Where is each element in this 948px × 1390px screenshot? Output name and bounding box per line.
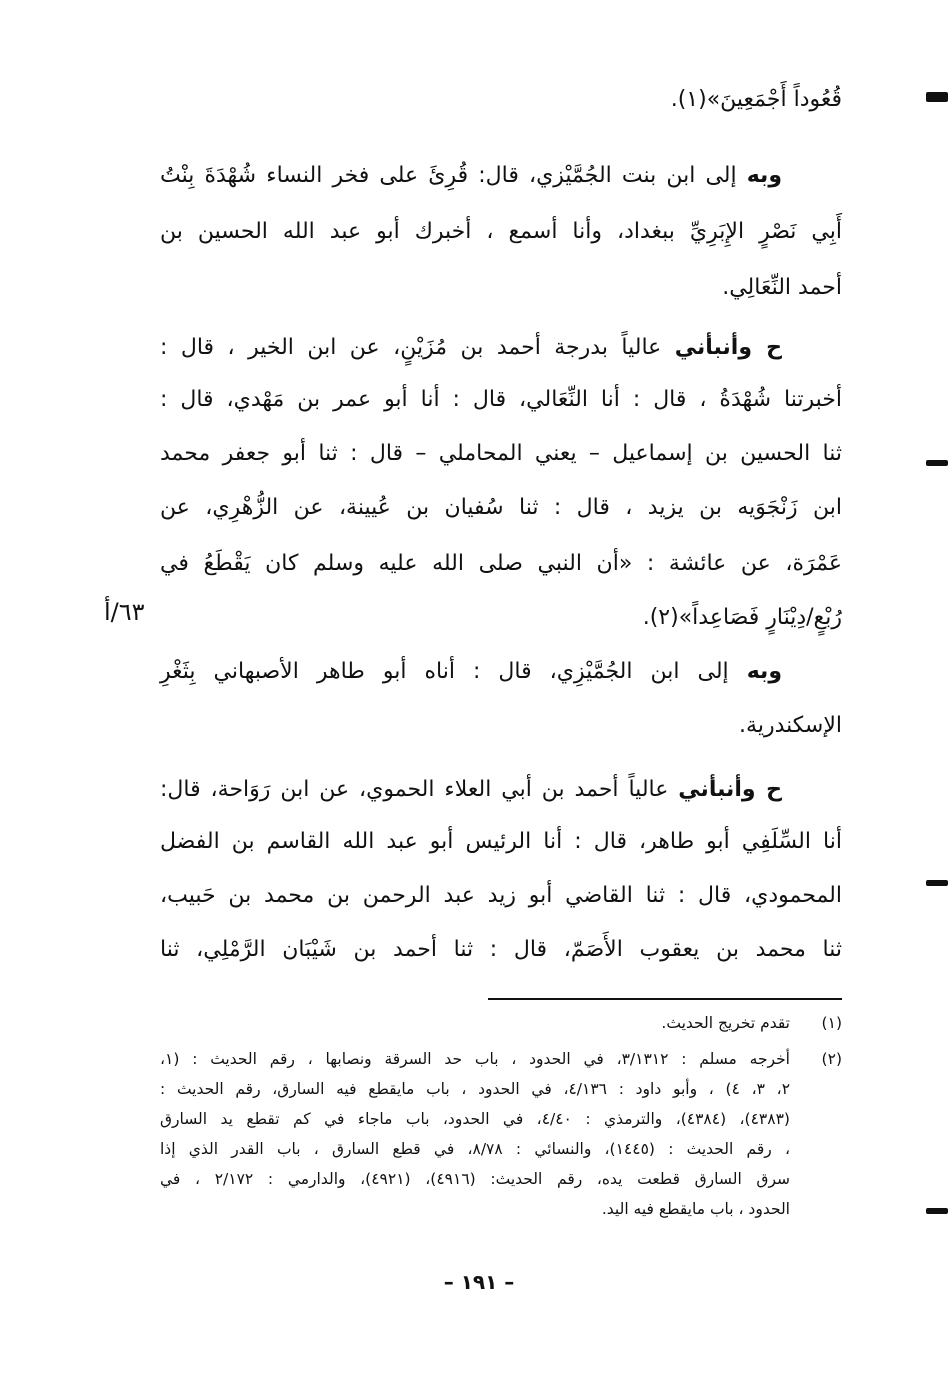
text-line: عَمْرَة، عن عائشة : «أن النبي صلى الله عليه وسلم كان يَقْطَعُ في <box>160 551 842 576</box>
footnote-line: ، رقم الحديث : (١٤٤٥)، والنسائي : ٨/٧٨، في قطع السارق ، باب القدر الذي إذا <box>160 1140 790 1158</box>
text-line: قُعُوداً أَجْمَعِينَ»(١). <box>670 87 842 112</box>
paragraph-lead: ح وأنبأني <box>678 777 782 802</box>
text-line: ثنا الحسين بن إسماعيل – يعني المحاملي – قال : ثنا أبو جعفر محمد <box>160 441 842 466</box>
scan-edge-mark <box>926 92 948 102</box>
footnote-line: الحدود ، باب مايقطع فيه اليد. <box>601 1200 790 1218</box>
text-line: أحمد النِّعَالِي. <box>722 275 842 300</box>
text-line <box>160 652 842 692</box>
text-line: أَبِي نَصْرٍ الإِبَرِيِّ ببغداد، وأنا أسمع ، أخبرك أبو عبد الله الحسين بن <box>160 219 842 244</box>
footnote-2 <box>160 1044 842 1234</box>
paragraph-lead: وبه <box>746 659 782 684</box>
paragraph-1 <box>160 80 842 120</box>
text-line-content: إلى ابن بنت الجُمَّيْزي، قال: قُرِئَ على فخر النساء شُهْدَةَ بِنْتُ <box>160 163 737 188</box>
text-line: أنا السِّلَفِي أبو طاهر، قال : أنا الرئيس أبو عبد الله القاسم بن الفضل <box>160 829 842 854</box>
text-line: أخبرتنا شُهْدَةُ ، قال : أنا النِّعَالي، قال : أنا أبو عمر بن مَهْدي، قال : <box>160 387 842 412</box>
text-line <box>160 328 842 368</box>
paragraph-5 <box>160 770 842 970</box>
text-line <box>160 156 842 196</box>
text-line: ابن زَنْجَوَيه بن يزيد ، قال : ثنا سُفيان بن عُيينة، عن الزُّهْرِي، عن <box>160 495 842 520</box>
paragraph-lead: ح وأنبأني <box>674 335 782 360</box>
text-line-content: إلى ابن الجُمَّيْزِي، قال : أناه أبو طاهر الأصبهاني بِثَغْرِ <box>160 659 729 684</box>
paragraph-2 <box>160 156 842 300</box>
text-line: الإسكندرية. <box>739 713 842 738</box>
paragraph-4 <box>160 652 842 748</box>
footnote-line: (٤٣٨٣)، (٤٣٨٤)، والترمذي : ٤/٤٠، في الحدود، باب ماجاء في كم تقطع يد السارق <box>160 1110 790 1128</box>
footnote-line: سرق السارق قطعت يده، رقم الحديث: (٤٩١٦)، (٤٩٢١)، والدارمي : ٢/١٧٢ ، في <box>160 1170 791 1188</box>
text-line <box>160 770 842 810</box>
paragraph-lead: وبه <box>746 163 782 188</box>
footnote-line: تقدم تخريج الحديث. <box>661 1014 790 1032</box>
manuscript-folio-note: ٦٣/أ <box>104 598 145 626</box>
footnote-number: (٢) <box>821 1050 842 1068</box>
paragraph-3 <box>160 328 842 628</box>
text-line-content: عالياً بدرجة أحمد بن مُزَيْنٍ، عن ابن الخير ، قال : <box>160 335 662 360</box>
text-line: ثنا محمد بن يعقوب الأَصَمّ، قال : ثنا أحمد بن شَيْبَان الرَّمْلِي، ثنا <box>160 937 842 962</box>
text-line: رُبْعٍ/دِيْنَارٍ فَصَاعِداً»(٢). <box>642 605 842 630</box>
footnote-number: (١) <box>821 1014 842 1032</box>
page-number: – ١٩١ – <box>443 1270 515 1294</box>
footnote-separator <box>488 998 842 1000</box>
footnote-1 <box>160 1008 842 1038</box>
scan-edge-mark <box>926 460 948 466</box>
text-line-content: عالياً أحمد بن أبي العلاء الحموي، عن ابن رَوَاحة، قال: <box>160 777 669 802</box>
footnote-line: ٢، ٣، ٤) ، وأبو داود : ٤/١٣٦، في الحدود ، باب مايقطع فيه السارق، رقم الحديث : <box>160 1080 791 1098</box>
scan-edge-mark <box>926 880 948 886</box>
scan-edge-mark <box>926 1208 948 1214</box>
footnote-line: أخرجه مسلم : ٣/١٣١٢، في الحدود ، باب حد السرقة ونصابها ، رقم الحديث : (١، <box>160 1050 790 1068</box>
text-line: المحمودي، قال : ثنا القاضي أبو زيد عبد الرحمن بن محمد بن حَبيب، <box>160 883 842 908</box>
